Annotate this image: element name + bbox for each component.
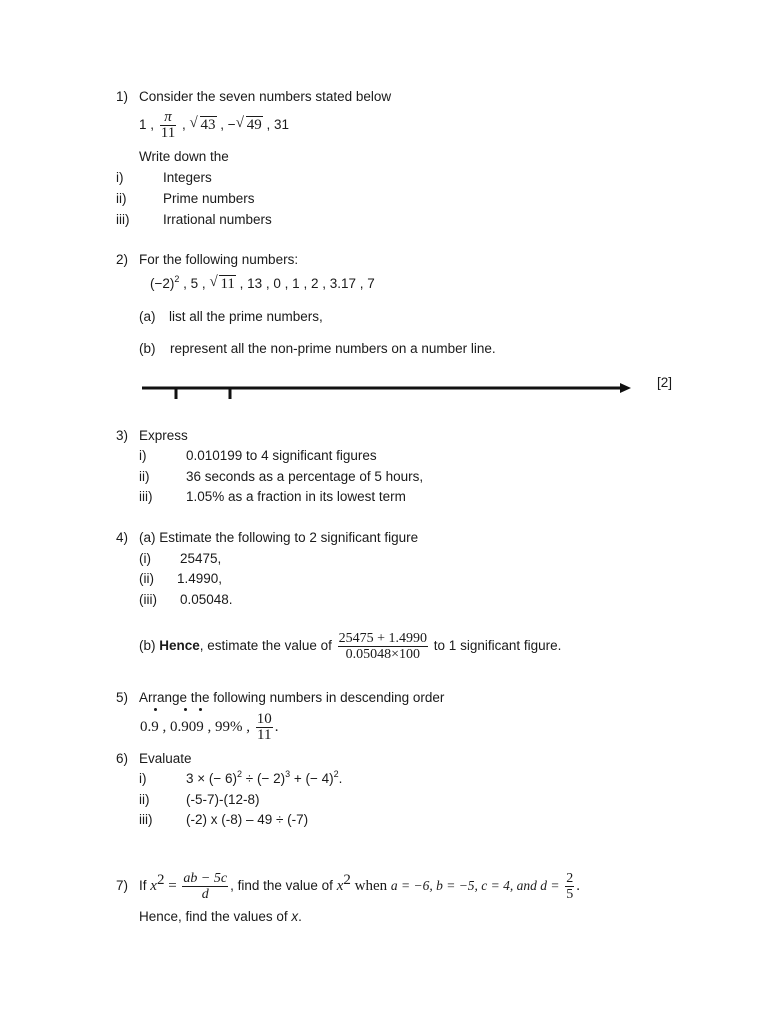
q5-text: Arrange the following numbers in descending order — [139, 690, 445, 705]
q6-ii-label: ii) — [139, 792, 150, 807]
q6-text: Evaluate — [139, 751, 192, 766]
q3-ii-label: ii) — [139, 469, 150, 484]
q1-iii-text: Irrational numbers — [163, 212, 272, 227]
q3-iii-label: iii) — [139, 489, 153, 504]
q6-iii-label: iii) — [139, 812, 153, 827]
q4-iii-label: (iii) — [139, 592, 157, 607]
q6-number: 6) — [116, 751, 129, 766]
q4-i-text: 25475, — [180, 551, 222, 566]
q2-number-list: $(-2)^2$ , 5 , √ 11 , 13 , 0 , 1 , 2 , 3.17 , 7 — [150, 274, 375, 292]
q7-fraction: $\frac{ab - 5c}{d}$ — [183, 870, 228, 902]
q1-i-label: i) — [116, 170, 124, 185]
q7-hence: Hence, find the values of x. — [139, 909, 302, 924]
pi-over-11: $\frac{\pi}{11}$ — [160, 109, 176, 141]
q4-number: 4) — [116, 530, 129, 545]
q4-iii-text: 0.05048. — [180, 592, 233, 607]
q1-i-text: Integers — [163, 170, 212, 185]
q6-ii-text: (-5-7)-(12-8) — [186, 792, 260, 807]
q1-number-list: 1 , $\frac{\pi}{11}$ , √ 43 , − √ 49 , 31 — [139, 109, 289, 141]
q3-i-label: i) — [139, 448, 147, 463]
q3-number: 3) — [116, 428, 129, 443]
q6-i-text: 3 × (− 6)$^2$ ÷ (− 2)$^3$ + (− 4)$^2$. — [186, 769, 343, 786]
q4-ii-label: (ii) — [139, 571, 154, 586]
q3-ii-text: 36 seconds as a percentage of 5 hours, — [186, 469, 424, 484]
q5-number: 5) — [116, 690, 129, 705]
ten-over-eleven: $\frac{10}{11}$ — [256, 711, 272, 744]
two-over-five: $\frac{2}{5}$ — [566, 870, 574, 902]
q5-number-list: 0.9 , 0.909 , 99% , $\frac{10}{11}$ . — [140, 711, 279, 744]
q4-text: (a) Estimate the following to 2 significant figure — [139, 530, 419, 545]
q4-i-label: (i) — [139, 551, 151, 566]
q2-text: For the following numbers: — [139, 252, 299, 267]
q2-b-label: (b) — [139, 341, 156, 356]
q1-text: Consider the seven numbers stated below — [139, 89, 392, 104]
q6-iii-text: (-2) x (-8) – 49 ÷ (-7) — [186, 812, 309, 827]
number-line-arrowhead — [620, 383, 631, 393]
number-line — [140, 378, 634, 402]
q2-b-text: represent all the non-prime numbers on a number line. — [170, 341, 496, 356]
q4-b: (b) Hence, estimate the value of $\frac{25475 + 1.4990}{0.05048\times 100}$ to 1 significant figure. — [139, 630, 562, 662]
q1-ii-text: Prime numbers — [163, 191, 255, 206]
q1-number: 1) — [116, 89, 129, 104]
q7-text: If $x^2$ = $\frac{ab - 5c}{d}$ , find the value of $x^2$ when a = −6, b = −5, c = 4, and d = $\frac{2}{5}$ . — [139, 870, 581, 902]
q1-iii-label: iii) — [116, 212, 130, 227]
q2-a-label: (a) — [139, 309, 156, 324]
q3-i-text: 0.010199 to 4 significant figures — [186, 448, 377, 463]
q1-ii-label: ii) — [116, 191, 127, 206]
q7-number: 7) — [116, 878, 129, 893]
q2-number: 2) — [116, 252, 129, 267]
q3-iii-text: 1.05% as a fraction in its lowest term — [186, 489, 406, 504]
sqrt-43: √ 43 — [189, 115, 216, 134]
q2-a-text: list all the prime numbers, — [169, 309, 323, 324]
q2-marks: [2] — [657, 375, 673, 390]
estimate-fraction: $\frac{25475 + 1.4990}{0.05048\times 100}$ — [338, 630, 428, 662]
q4-ii-text: 1.4990, — [177, 571, 223, 586]
q6-i-label: i) — [139, 771, 147, 786]
q3-text: Express — [139, 428, 188, 443]
q1-write-down: Write down the — [139, 149, 229, 164]
sqrt-11: √ 11 — [209, 274, 235, 292]
sqrt-49: √ 49 — [235, 115, 262, 134]
